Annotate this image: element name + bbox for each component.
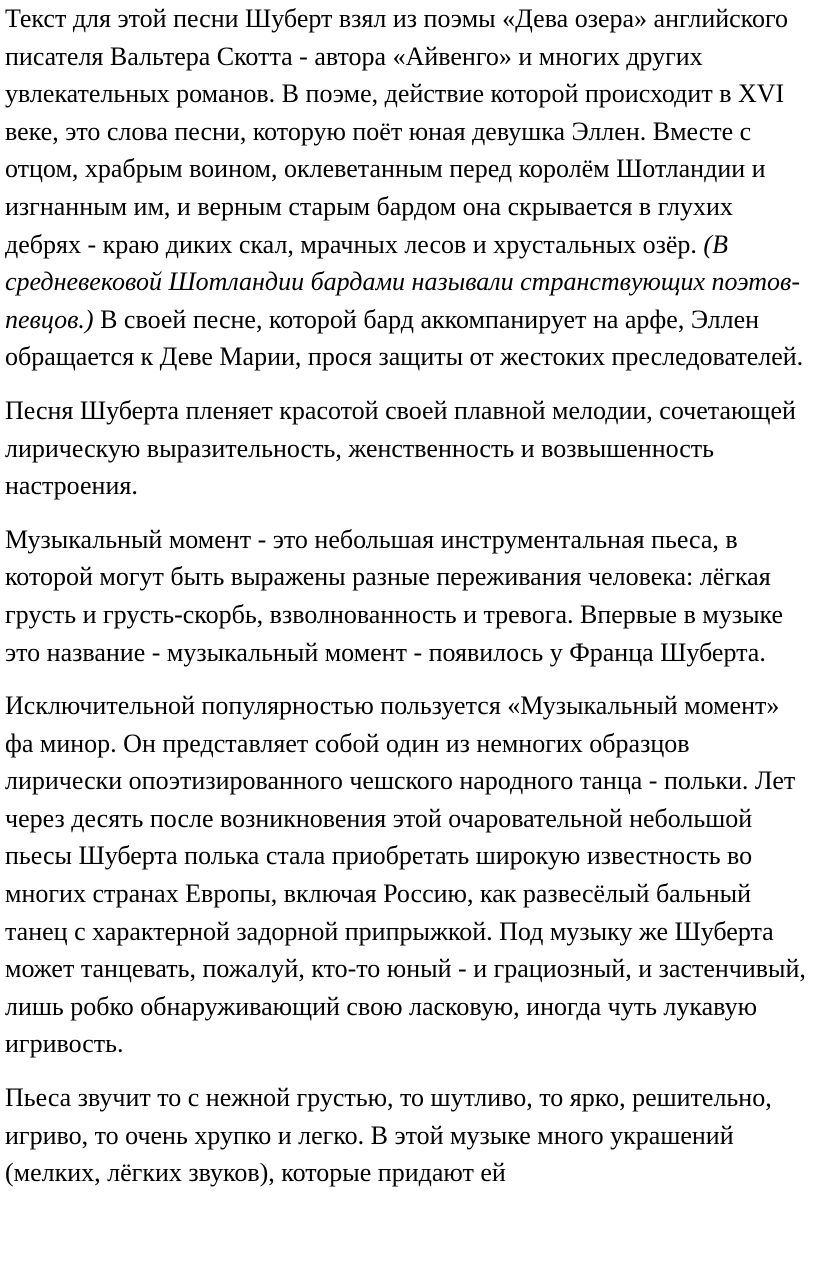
- italic-note-bards: (В средневековой Шотландии бардами называли странствующих поэтов-певцов.): [5, 229, 800, 334]
- paragraph-song-melody: Песня Шуберта пленяет красотой своей плавной мелодии, сочетающей лирическую выразительность, женственность и возвышенность настроения.: [5, 395, 796, 501]
- paragraph-text: Текст для этой песни Шуберт взял из поэмы «Дева озера» английского писателя Вальтера Скотта - автора «Айвенго» и многих других увлекательных романов. В поэме, действие которой происходит в XVI веке, это слова песни, которую поёт юная девушка Эллен. Вместе с отцом, храбрым воином, оклеветанным перед королём Шотландии и изгнанным им, и верным старым бардом она скрывается в глухих дебрях - краю диких скал, мрачных лесов и хрустальных озёр.: [5, 4, 789, 259]
- paragraph-f-minor-polka: Исключительной популярностью пользуется «Музыкальный момент» фа минор. Он представляет собой один из немногих образцов лирически опоэтизированного чешского народного танца - польки. Лет через десять после возникновения этой очаровательной небольшой пьесы Шуберта полька стала приобретать широкую известность во многих странах Европы, включая Россию, как развесёлый бальный танец с характерной задорной припрыжкой. Под музыку же Шуберта может танцевать, пожалуй, кто-то юный - и грациозный, и застенчивый, лишь робко обнаруживающий свою ласковую, иногда чуть лукавую игривость.: [5, 691, 806, 1059]
- paragraph-lady-of-the-lake: [5, 0, 812, 376]
- paragraph-piece-sound: Пьеса звучит то с нежной грустью, то шутливо, то ярко, решительно, игриво, то очень хрупко и легко. В этой музыке много украшений (мелких, лёгких звуков), которые придают ей: [5, 1083, 772, 1188]
- paragraph-musical-moment: Музыкальный момент - это небольшая инструментальная пьеса, в которой могут быть выражены разные переживания человека: лёгкая грусть и грусть-скорбь, взволнованность и тревога. Впервые в музыке это название - музыкальный момент - появилось у Франца Шуберта.: [5, 524, 784, 667]
- paragraph-text: В своей песне, которой бард аккомпанирует на арфе, Эллен обращается к Деве Марии, прося защиты от жестоких преследователей.: [5, 304, 804, 372]
